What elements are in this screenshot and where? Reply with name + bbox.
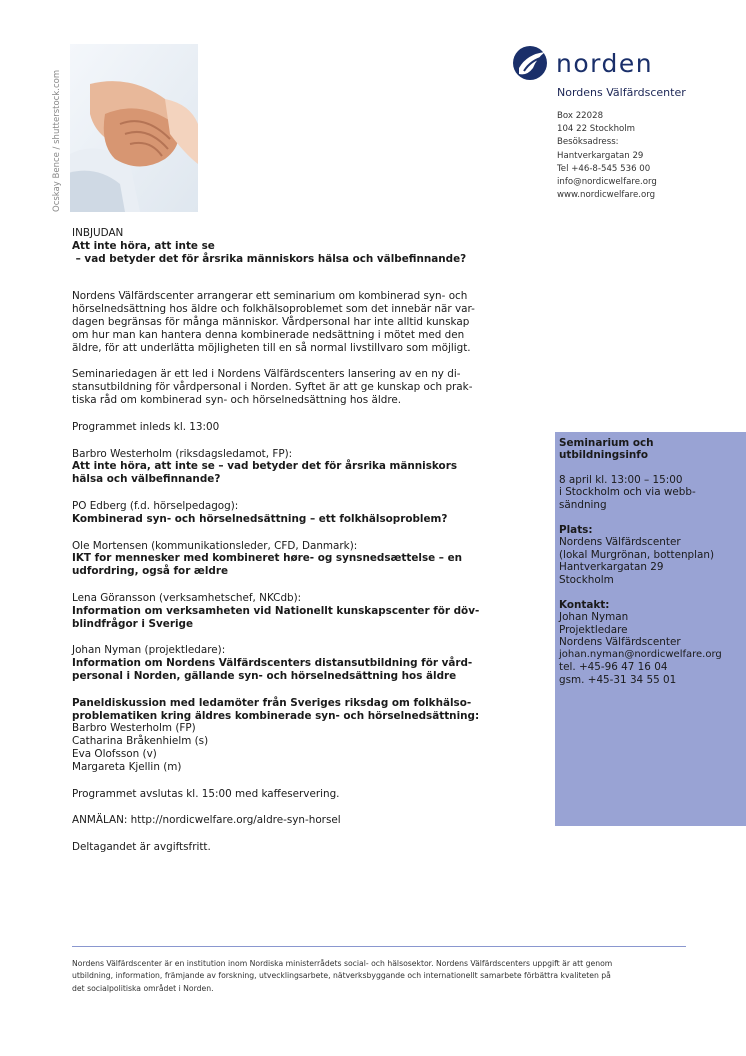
- intro-line: stansutbildning för vårdpersonal i Norden. Syftet är att ge kunskap och prak-: [72, 381, 473, 394]
- intro-line: hörselnedsättning hos äldre och folkhälsoproblemet som det innebär när var-: [72, 303, 475, 316]
- talk-title: Kombinerad syn- och hörselnedsättning – ett folkhälsoproblem?: [72, 512, 448, 525]
- email-link[interactable]: info@nordicwelfare.org: [557, 177, 657, 188]
- intro-line: dagen begränsas för många människor. Vårdpersonal har inte alltid kunskap: [72, 315, 470, 328]
- sidebar-heading: utbildningsinfo: [559, 449, 648, 462]
- talk-title: Information om Nordens Välfärdscenters distansutbildning för vård-: [72, 657, 473, 670]
- panel-member: Eva Olofsson (v): [72, 747, 157, 760]
- org-name: Nordens Välfärdscenter: [557, 86, 686, 99]
- contact-email[interactable]: johan.nyman@nordicwelfare.org: [559, 648, 722, 660]
- contact-line: Projektledare: [559, 623, 628, 636]
- intro-line: om hur man kan hantera denna kombinerade nedsättning i mötet med den: [72, 328, 465, 341]
- speaker-name: Ole Mortensen (kommunikationsleder, CFD, Danmark):: [72, 539, 358, 552]
- address-block: [557, 110, 657, 202]
- talk-title: Information om verksamheten vid Nationellt kunskapscenter för döv-: [72, 604, 480, 617]
- talk-title: Att inte höra, att inte se – vad betyder det för årsrika människors: [72, 460, 458, 473]
- intro-line: Nordens Välfärdscenter arrangerar ett seminarium om kombinerad syn- och: [72, 290, 468, 303]
- phone: Tel +46-8-545 536 00: [557, 163, 651, 174]
- registration-link[interactable]: ANMÄLAN: http://nordicwelfare.org/aldre-syn-horsel: [72, 814, 341, 827]
- address-line: Box 22028: [557, 111, 604, 121]
- talk-title: IKT for mennesker med kombineret høre- og synsnedsættelse – en: [72, 552, 463, 565]
- panel-title: Paneldiskussion med ledamöter från Sveriges riksdag om folkhälso-: [72, 696, 472, 709]
- address-line: 104 22 Stockholm: [557, 124, 636, 135]
- contact-heading: Kontakt:: [559, 599, 610, 612]
- invitation-body: [72, 227, 512, 854]
- panel-member: Catharina Bråkenhielm (s): [72, 735, 209, 748]
- contact-line: Nordens Välfärdscenter: [559, 636, 681, 649]
- panel-member: Barbro Westerholm (FP): [72, 722, 196, 735]
- intro-line: tiska råd om kombinerad syn- och hörselnedsättning hos äldre.: [72, 393, 402, 406]
- intro-line: Seminariedagen är ett led i Nordens Välfärdscenters lansering av en ny di-: [72, 368, 461, 381]
- place-line: Nordens Välfärdscenter: [559, 536, 681, 549]
- panel-member: Margareta Kjellin (m): [72, 760, 182, 773]
- fee-note: Deltagandet är avgiftsfritt.: [72, 841, 211, 854]
- title-line: Att inte höra, att inte se: [72, 239, 215, 252]
- footer-line: det socialpolitiska området i Norden.: [72, 983, 214, 993]
- talk-title: hälsa och välbefinnande?: [72, 473, 221, 486]
- invitation-label: INBJUDAN: [72, 227, 124, 239]
- title-line: – vad betyder det för årsrika människors hälsa och välbefinnande?: [72, 252, 467, 265]
- footer-divider: [72, 946, 686, 947]
- speaker-name: Johan Nyman (projektledare):: [72, 644, 226, 657]
- talk-title: blindfrågor i Sverige: [72, 617, 194, 630]
- info-sidebar-content: [559, 437, 745, 686]
- date-line: sändning: [559, 498, 607, 511]
- contact-line: Johan Nyman: [559, 611, 629, 624]
- sidebar-heading: Seminarium och: [559, 437, 654, 449]
- date-line: 8 april kl. 13:00 – 15:00: [559, 473, 683, 486]
- photo-credit: Ocskay Bence / shutterstock.com: [52, 69, 62, 212]
- contact-phone: tel. +45-96 47 16 04: [559, 661, 668, 674]
- place-line: Hantverkargatan 29: [559, 561, 664, 574]
- talk-title: udfordring, også for ældre: [72, 565, 228, 578]
- place-line: Stockholm: [559, 573, 614, 586]
- footer-line: utbildning, information, främjande av forskning, utvecklingsarbete, nätverksbyggande och internationellt samarbete förbättra kvaliteten på: [72, 971, 611, 981]
- swan-icon: [511, 44, 551, 84]
- speaker-name: PO Edberg (f.d. hörselpedagog):: [72, 499, 239, 512]
- panel-title: problematiken kring äldres kombinerade syn- och hörselnedsättning:: [72, 709, 480, 722]
- logo-wordmark: norden: [556, 49, 654, 78]
- website-link[interactable]: www.nordicwelfare.org: [557, 190, 656, 201]
- address-line: Besöksadress:: [557, 137, 619, 148]
- date-line: i Stockholm och via webb-: [559, 486, 696, 499]
- footer-text: [72, 958, 692, 995]
- speaker-name: Lena Göransson (verksamhetschef, NKCdb):: [72, 591, 302, 604]
- speaker-name: Barbro Westerholm (riksdagsledamot, FP):: [72, 447, 293, 460]
- talk-title: personal i Norden, gällande syn- och hörselnedsättning hos äldre: [72, 669, 457, 682]
- program-end: Programmet avslutas kl. 15:00 med kaffeservering.: [72, 787, 340, 800]
- place-heading: Plats:: [559, 524, 593, 537]
- footer-line: Nordens Välfärdscenter är en institution inom Nordiska ministerrådets social- och hälsosektor. Nordens Välfärdscenters uppgift är att genom: [72, 959, 613, 968]
- address-line: Hantverkargatan 29: [557, 150, 644, 161]
- intro-line: äldre, för att underlätta möjligheten till en så normal livstillvaro som möjligt.: [72, 341, 471, 354]
- program-start: Programmet inleds kl. 13:00: [72, 420, 220, 433]
- hands-photo: [70, 44, 198, 212]
- contact-mobile: gsm. +45-31 34 55 01: [559, 673, 677, 686]
- place-line: (lokal Murgrönan, bottenplan): [559, 548, 715, 561]
